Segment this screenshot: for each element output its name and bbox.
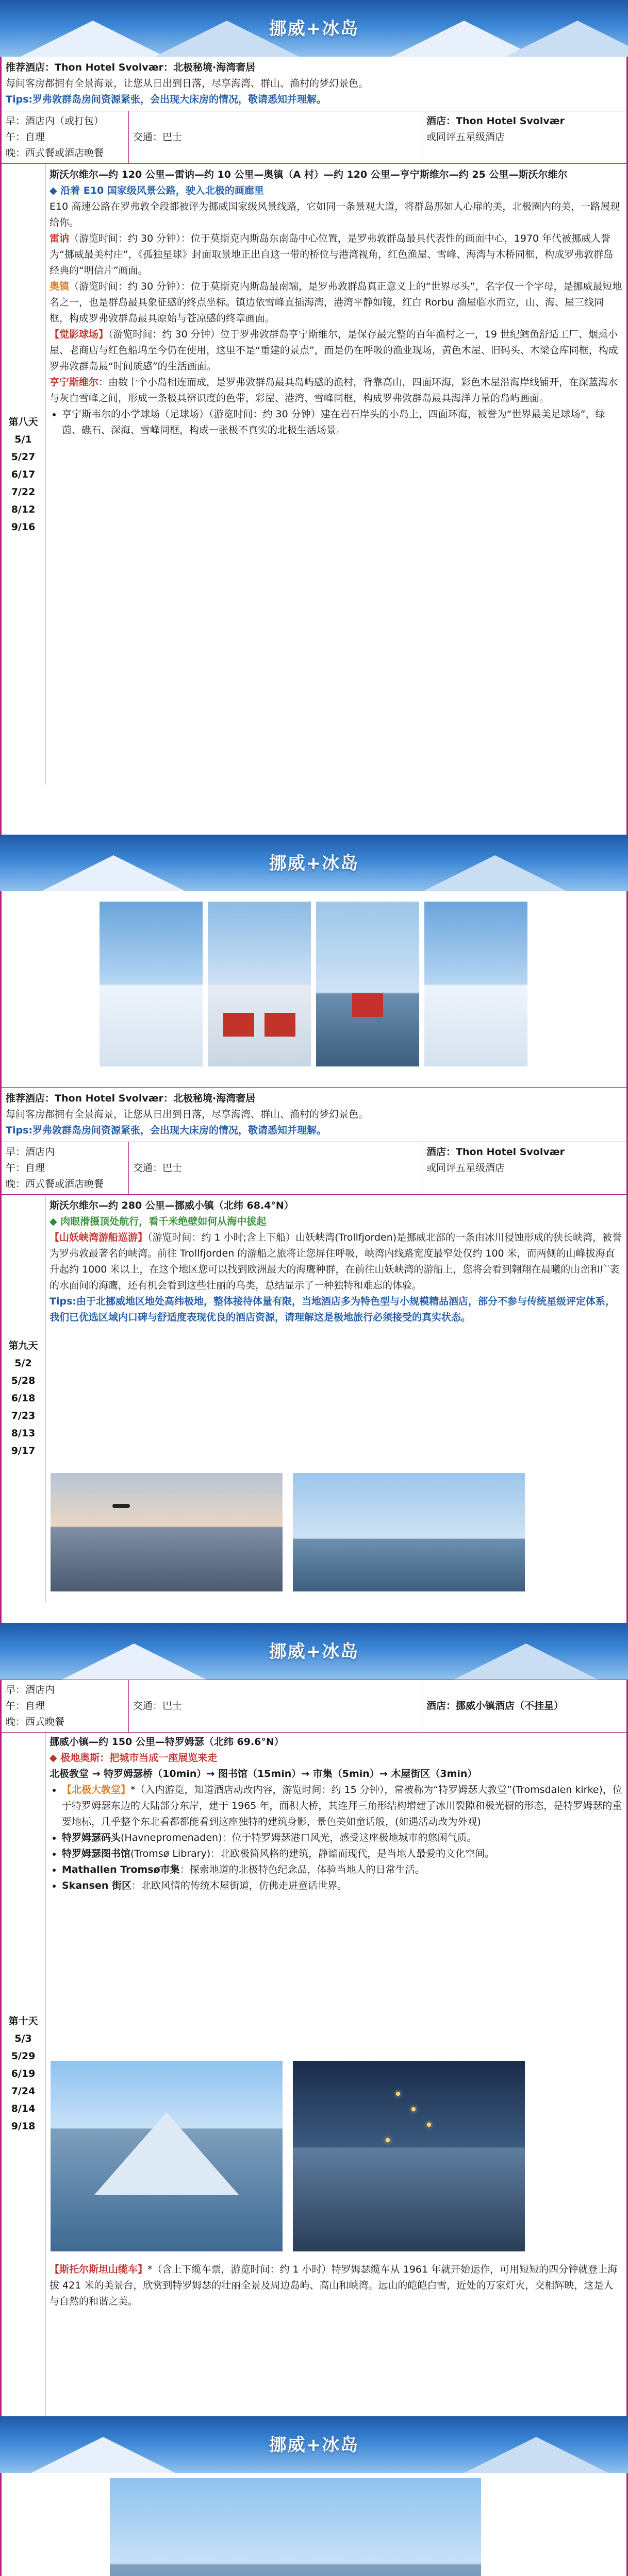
day9-section xyxy=(0,1087,628,1623)
spot-name: 奥镇 xyxy=(49,281,70,292)
route-line: 挪威小镇—约 150 公里—特罗姆瑟（北纬 69.6°N） xyxy=(49,1736,284,1748)
bullet-item xyxy=(62,1782,622,1830)
date-item: 5/28 xyxy=(11,1375,36,1386)
dinner-label: 晚：西式餐或酒店晚餐 xyxy=(6,1178,104,1190)
breakfast-label: 早：酒店内 xyxy=(6,1146,55,1158)
photo-lake-reflection xyxy=(293,1473,525,1591)
transport-label: 交通：巴士 xyxy=(133,1162,183,1174)
bullet-item xyxy=(62,1862,622,1878)
meals-row xyxy=(2,1142,626,1195)
date-item: 7/24 xyxy=(11,2086,36,2097)
hotel-description: 每间客房都拥有全景海景，让您从日出到日落，尽享海湾、群山、渔村的梦幻景色。 xyxy=(6,78,369,89)
photo-fjord-house xyxy=(316,902,419,1066)
spot-paragraph xyxy=(49,279,622,327)
transport-label: 交通：巴士 xyxy=(133,1700,183,1711)
photo-mountain-person xyxy=(424,902,527,1066)
hotel-box-line: 酒店：Thon Hotel Svolvær xyxy=(426,115,565,127)
light-dot xyxy=(427,2123,431,2127)
banner-title: 挪威+冰岛 xyxy=(269,19,359,39)
light-dot xyxy=(386,2138,390,2142)
red-house-shape xyxy=(265,1013,295,1037)
route-line: 斯沃尔维尔—约 280 公里—挪威小镇（北纬 68.4°N） xyxy=(49,1200,294,1211)
section-subhead: ◆ 极地奥斯：把城市当成一座展览来走 xyxy=(49,1752,218,1764)
day-label: 第十天 xyxy=(8,2015,38,2027)
date-item: 8/12 xyxy=(11,503,36,515)
banner xyxy=(0,2416,628,2473)
date-item: 6/18 xyxy=(11,1393,36,1404)
section-subhead: ◆ 肉眼滑摄顶处航行，看千米绝壁如何从海中拔起 xyxy=(49,1216,267,1227)
spot-text: *（含上下缆车票，游览时间：约 1 小时）特罗姆瑟缆车从 1961 年就开始运作，可用短短的四分钟就登上海拔 421 米的美景台，欣赏到特罗姆瑟的壮丽全景及周边岛屿、高山和峡湾。远山的皑皑白雪，近处的万家灯火，交相辉映，这是人与自然的和谐之美。 xyxy=(49,2264,618,2307)
day-label: 第九天 xyxy=(8,1340,38,1351)
spot-name: Skansen 街区 xyxy=(62,1880,132,1891)
lunch-label: 午：自理 xyxy=(6,1162,45,1174)
spot-text: （游览时间：约 30 分钟）：位于莫斯克内斯岛东南岛中心位置，是罗弗敦群岛最具代表性的画面中心，1970 年代被挪威人誉为“挪威最美村庄”，《孤独星球》封面取景地正出自这一带的桥位与港湾视角，红色渔屋、雪峰、海湾与木桥同框，构成罗弗敦群岛经典的“明信片”画面。 xyxy=(49,233,614,276)
day-label: 第八天 xyxy=(8,416,38,428)
spot-text: ：探索地道的北极特色纪念品，体验当地人的日常生活。 xyxy=(179,1864,425,1875)
spot-paragraph xyxy=(49,327,622,375)
banner-title: 挪威+冰岛 xyxy=(269,853,359,874)
hotel-box-line: 或同评五星级酒店 xyxy=(426,131,505,143)
date-item: 7/23 xyxy=(11,1410,36,1421)
date-item: 8/14 xyxy=(11,2103,36,2114)
bullet-item xyxy=(62,1846,622,1862)
tips-text: Tips:罗弗敦群岛房间资源紧张，会出现大床房的情况，敬请悉知并理解。 xyxy=(6,1125,326,1136)
banner xyxy=(0,0,628,57)
spot-paragraph xyxy=(49,231,622,279)
photo-red-cabins xyxy=(208,902,311,1066)
spot-text: （游览时间：约 1 小时;含上下船）山妖峡湾(Trollfjorden)是挪威北部的一条由冰川侵蚀形成的狭长峡湾，被誉为罗弗敦最著名的峡湾。前往 Trollfjorden 的游船之旅将让您屏住呼吸，峡湾内线路宽度最窄处仅约 100 米，而两侧的山峰拔海直升起约 1000 米以上，在这个地区您可以找到欧洲最大的海鹰种群，在前往山妖峡湾的游船上，您将会看到翱翔在晨曦的山峦和广袤的水面间的海鹰，还有机会看到这些壮丽的乌类，总结显示了一种独特和难忘的体验。 xyxy=(49,1232,622,1291)
spot-text: （游览时间：约 30 分钟）：位于莫斯克内斯岛最南端，是罗弗敦群岛真正意义上的“世界尽头”，名字仅一个字母，是挪威最短地名之一，也是群岛最具象征感的终点坐标。镇边依雪峰直插海湾，港湾平静如镜，红白 Rorbu 渔屋临水而立，山、海、屋三线同框，构成罗弗敦群岛最具原始与苍凉感的终章画面。 xyxy=(49,281,622,324)
lunch-label: 午：自理 xyxy=(6,1700,45,1711)
day10-section xyxy=(0,1731,628,2416)
date-item: 9/18 xyxy=(11,2121,36,2132)
spot-text: ：北欧风情的传统木屋街道，仿佛走进童话世界。 xyxy=(131,1880,348,1891)
spot-name: 【斯托尔斯坦山缆车】 xyxy=(49,2264,148,2275)
dinner-label: 晚：西式晚餐 xyxy=(6,1716,65,1727)
hotel-box-line: 酒店：挪威小镇酒店（不挂星） xyxy=(426,1700,564,1711)
date-item: 5/29 xyxy=(11,2050,36,2062)
tips-text: Tips:罗弗敦群岛房间资源紧张，会出现大床房的情况，敬请悉知并理解。 xyxy=(6,94,326,105)
day8-section xyxy=(0,57,628,835)
date-item: 5/27 xyxy=(11,451,36,463)
spot-name: 特罗姆瑟码头 xyxy=(62,1832,121,1843)
photo-snow-village xyxy=(100,902,203,1066)
spot-name: 【山妖峡湾游船巡游】 xyxy=(49,1232,148,1243)
intro-paragraph: E10 高速公路在罗弗敦全段都被评为挪威国家级风景线路，它如同一条景观大道，将群岛那如人心扉的美，北极圈内的美，一路展现给你。 xyxy=(49,201,620,228)
day-label-column xyxy=(2,1195,45,1602)
date-item: 6/19 xyxy=(11,2068,36,2079)
date-item: 9/16 xyxy=(11,521,36,533)
light-dot xyxy=(411,2107,416,2111)
hotel-description: 每间客房都拥有全景海景，让您从日出到日落，尽享海湾、群山、渔村的梦幻景色。 xyxy=(6,1109,369,1120)
meals-row xyxy=(2,1680,626,1733)
meals-row xyxy=(2,111,626,164)
date-item: 8/13 xyxy=(11,1428,36,1439)
spot-text: (Tromsø Library)：北欧极简风格的建筑，静谧而现代，是当地人最爱的文化空间。 xyxy=(130,1848,495,1859)
breakfast-label: 早：酒店内（或打包） xyxy=(6,115,104,127)
red-house-shape xyxy=(223,1013,254,1037)
spot-name: Mathallen Tromsø市集 xyxy=(62,1864,180,1875)
date-item: 5/3 xyxy=(14,2033,32,2044)
bullet-item xyxy=(62,1830,622,1846)
spot-name: 【北极大教堂】 xyxy=(62,1784,131,1795)
hotel-box-line: 或同评五星级酒店 xyxy=(426,1162,505,1174)
cable-car-paragraph xyxy=(49,2262,622,2310)
day-label-column xyxy=(2,164,45,785)
date-item: 9/17 xyxy=(11,1445,36,1456)
bullet-item xyxy=(62,1878,622,1894)
spot-text: (Havnepromenaden)：位于特罗姆瑟港口风光，感受这座极地城市的悠闲气质。 xyxy=(121,1832,477,1843)
cathedral-shape xyxy=(94,2112,239,2195)
spot-paragraph xyxy=(49,375,622,406)
photo-arctic-cathedral xyxy=(51,2061,283,2251)
day-label-column xyxy=(2,1731,45,2416)
spot-text: *（入内游览，知道酒店动改内容，游览时间：约 15 分钟），常被称为“特罗姆瑟大教堂”(Tromsdalen kirke)，位于特罗姆瑟东边的大陆部分东岸，建于 1965 年，面积大桥，其连拜三角形结构增建了冰川裂隙和极光橱的形态，是特罗姆瑟的重要地标，几乎整个东北看都都能看到这座独特的建筑身影，景色美如童话般，(如遇活动改为外观) xyxy=(62,1784,622,1827)
hotel-box-line: 酒店：Thon Hotel Svolvær xyxy=(426,1146,565,1158)
photo-cable-car xyxy=(110,2478,481,2576)
spot-name: 雷讷 xyxy=(49,233,70,244)
spot-name: 【觉影球场】 xyxy=(49,329,109,340)
spot-name: 亨宁斯维尔 xyxy=(49,377,99,388)
photo-row xyxy=(0,891,628,1087)
bullet-item: • 亨宁斯韦尔的小学球场（足球场）（游览时间：约 30 分钟）建在岩石岸头的小岛上，四面环海，被誉为“世界最美足球场”，绿茵、礁石、深海、雪峰同框，构成一张极不真实的北极生活场景。 xyxy=(62,406,622,438)
spot-name: 特罗姆瑟图书馆 xyxy=(62,1848,131,1859)
dinner-label: 晚：西式餐或酒店晚餐 xyxy=(6,147,104,159)
date-item: 7/22 xyxy=(11,486,36,498)
plane-shape xyxy=(112,1504,130,1508)
cable-car-section xyxy=(0,2473,628,2576)
red-house-shape xyxy=(352,993,383,1017)
spot-text: （游览时间：约 30 分钟）位于罗弗敦群岛亨宁斯维尔，是保存最完整的百年渔村之一，19 世纪鳕鱼舒适工厂、烟熏小屋、老商店与红色船坞至今仍在使用，这里不是“重建的景点”，而是仍在呼吸的渔业现场，黄色木屋、旧码头、木梁仓库同框，构成罗弗敦群岛最“时间质感”的生活画面。 xyxy=(49,329,618,372)
date-item: 6/17 xyxy=(11,468,36,480)
walk-route: 北极教堂 → 特罗姆瑟桥（10min）→ 图书馆（15min）→ 市集（5min）→ 木屋街区（3min） xyxy=(49,1768,477,1780)
spot-text: ：由数十个小岛相连而成，是罗弗敦群岛最具岛屿感的渔村，背靠高山，四面环海，彩色木屋沿海岸线铺开，在深蓝海水与灰白雪峰之间，形成一条极具辨识度的色带，彩屋、港湾、雪峰同框，构成罗弗敦群岛最具海洋力量的岛屿画面。 xyxy=(49,377,618,404)
date-item: 5/1 xyxy=(14,433,32,445)
banner-title: 挪威+冰岛 xyxy=(269,1641,359,1662)
hotel-recommendation: 推荐酒店：Thon Hotel Svolvær：北极秘境·海湾奢居 xyxy=(6,62,256,73)
transport-label: 交通：巴士 xyxy=(133,131,183,143)
day10-meals-top xyxy=(0,1680,628,1731)
photo-chandelier xyxy=(293,2061,525,2251)
lunch-label: 午：自理 xyxy=(6,131,45,143)
breakfast-label: 早：酒店内 xyxy=(6,1684,55,1696)
tips-text: Tips:由于北挪威地区地处高纬极地，整体接待体量有限，当地酒店多为特色型与小规模精品酒店，部分不参与传统星级评定体系，我们已优选区域内口碑与舒适度表现优良的酒店资源，请理解这是极地旅行必须接受的真实状态。 xyxy=(49,1296,615,1323)
light-dot xyxy=(396,2092,400,2096)
banner xyxy=(0,1623,628,1680)
spot-paragraph xyxy=(49,1230,622,1294)
route-line: 斯沃尔维尔—约 120 公里—雷讷—约 10 公里—奥镇（A 村）—约 120 公里—亨宁斯维尔—约 25 公里—斯沃尔维尔 xyxy=(49,169,568,180)
section-subhead: ◆ 沿着 E10 国家级风景公路，驶入北极的画廊里 xyxy=(49,185,264,196)
banner-title: 挪威+冰岛 xyxy=(269,2435,359,2455)
banner xyxy=(0,835,628,891)
date-item: 5/2 xyxy=(14,1358,32,1369)
hotel-recommendation: 推荐酒店：Thon Hotel Svolvær：北极秘境·海湾奢居 xyxy=(6,1093,256,1104)
photo-fjord-plane xyxy=(51,1473,283,1591)
